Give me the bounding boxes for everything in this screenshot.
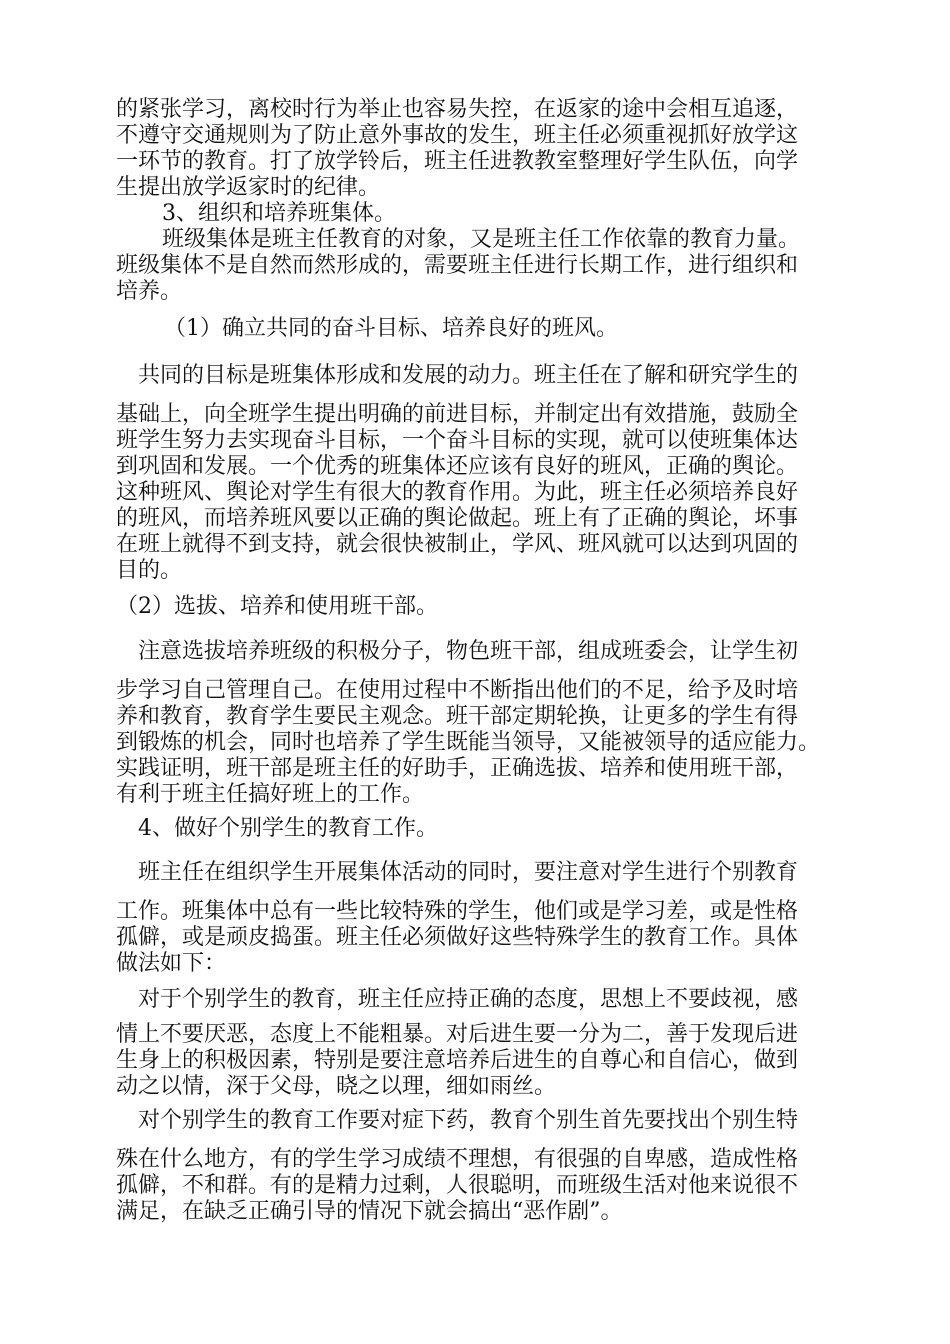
paragraph-line: 班主任在组织学生开展集体活动的同时，要注意对学生进行个别教育 <box>138 860 799 885</box>
paragraph-line: 培养。 <box>116 279 183 304</box>
paragraph-line: 生提出放学返家时的纪律。 <box>116 175 381 200</box>
paragraph-line: 班级集体是班主任教育的对象，又是班主任工作依靠的教育力量。 <box>162 227 801 252</box>
section-heading: 4、做好个别学生的教育工作。 <box>138 816 438 841</box>
paragraph-line: 在班上就得不到支持，就会很快被制止，学风、班风就可以达到巩固的 <box>116 532 799 557</box>
paragraph-line: 情上不要厌恶，态度上不能粗暴。对后进生要一分为二，善于发现后进 <box>116 1022 799 1047</box>
paragraph-line: 孤僻，或是顽皮捣蛋。班主任必须做好这些特殊学生的教育工作。具体 <box>116 925 799 950</box>
paragraph-line: 对于个别学生的教育，班主任应持正确的态度，思想上不要歧视，感 <box>138 987 799 1012</box>
paragraph-line: 步学习自己管理自己。在使用过程中不断指出他们的不足，给予及时培 <box>116 678 799 703</box>
paragraph-line: 实践证明，班干部是班主任的好助手，正确选拔、培养和使用班干部， <box>116 756 799 781</box>
paragraph-line: 目的。 <box>116 558 183 583</box>
paragraph-line: 做法如下： <box>116 951 227 976</box>
paragraph-line: 对个别学生的教育工作要对症下药，教育个别生首先要找出个别生特 <box>138 1108 799 1133</box>
paragraph-line: 这种班风、舆论对学生有很大的教育作用。为此，班主任必须培养良好 <box>116 480 799 505</box>
paragraph-line: 到巩固和发展。一个优秀的班集体还应该有良好的班风，正确的舆论。 <box>116 454 799 479</box>
paragraph-line: 孤僻，不和群。有的是精力过剩，人很聪明，而班级生活对他来说很不 <box>116 1173 799 1198</box>
subsection-heading: （1）确立共同的奋斗目标、培养良好的班风。 <box>164 316 618 341</box>
paragraph-line: 到锻炼的机会，同时也培养了学生既能当领导，又能被领导的适应能力。 <box>116 730 821 755</box>
paragraph-line: 的班风，而培养班风要以正确的舆论做起。班上有了正确的舆论，坏事 <box>116 506 799 531</box>
paragraph-line: 生身上的积极因素，特别是要注意培养后进生的自尊心和自信心，做到 <box>116 1048 799 1073</box>
paragraph-line: 工作。班集体中总有一些比较特殊的学生，他们或是学习差，或是性格 <box>116 899 799 924</box>
paragraph-line: 有利于班主任搞好班上的工作。 <box>116 782 425 807</box>
paragraph-line: 共同的目标是班集体形成和发展的动力。班主任在了解和研究学生的 <box>138 363 799 388</box>
section-heading: 3、组织和培养班集体。 <box>162 201 396 226</box>
paragraph-line: 不遵守交通规则为了防止意外事故的发生，班主任必须重视抓好放学这 <box>116 123 799 148</box>
paragraph-line: 班学生努力去实现奋斗目标，一个奋斗目标的实现，就可以使班集体达 <box>116 428 799 453</box>
paragraph-line: 养和教育，教育学生要民主观念。班干部定期轮换，让更多的学生有得 <box>116 704 799 729</box>
paragraph-line: 基础上，向全班学生提出明确的前进目标，并制定出有效措施，鼓励全 <box>116 402 799 427</box>
paragraph-line: 动之以情，深于父母，晓之以理，细如雨丝。 <box>116 1074 557 1099</box>
paragraph-line: 满足，在缺乏正确引导的情况下就会搞出“恶作剧”。 <box>116 1199 623 1224</box>
paragraph-line: 的紧张学习，离校时行为举止也容易失控，在返家的途中会相互追逐， <box>116 97 799 122</box>
paragraph-line: 殊在什么地方，有的学生学习成绩不理想，有很强的自卑感，造成性格 <box>116 1147 799 1172</box>
paragraph-line: 班级集体不是自然而然形成的，需要班主任进行长期工作，进行组织和 <box>116 253 799 278</box>
subsection-heading: （2）选拔、培养和使用班干部。 <box>116 594 438 619</box>
paragraph-line: 一环节的教育。打了放学铃后，班主任进教教室整理好学生队伍，向学 <box>116 149 799 174</box>
paragraph-line: 注意选拔培养班级的积极分子，物色班干部，组成班委会，让学生初 <box>138 639 799 664</box>
